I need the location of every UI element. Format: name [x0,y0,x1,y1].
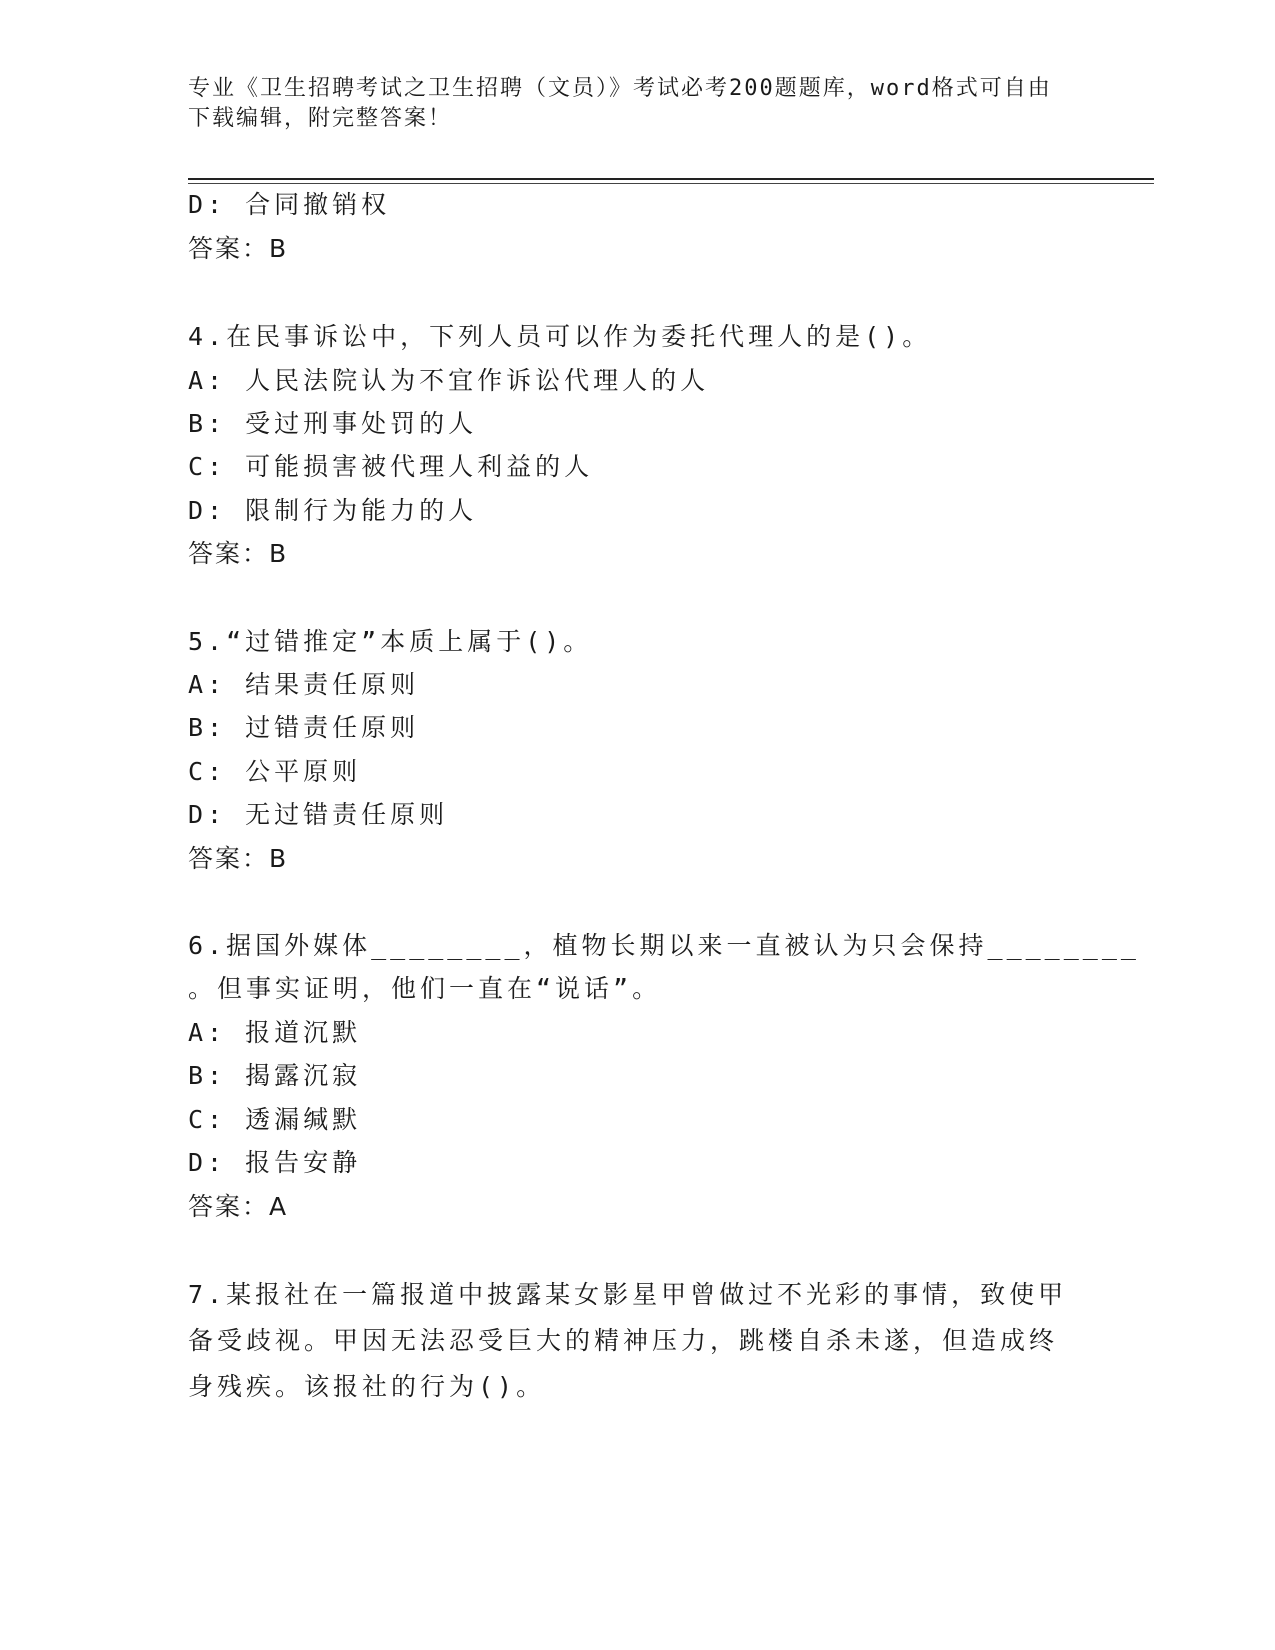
q6-option-d: D: 报告安静 [188,1148,362,1177]
header-divider-thick [188,178,1154,180]
q6-answer: 答案：A [188,1192,289,1221]
q5-option-b: B: 过错责任原则 [188,713,420,742]
q4-stem: 4.在民事诉讼中，下列人员可以作为委托代理人的是()。 [188,322,932,351]
q4-option-b: B: 受过刑事处罚的人 [188,409,478,438]
q5-answer: 答案：B [188,844,289,873]
q5-option-d: D: 无过错责任原则 [188,800,449,829]
q4-option-a: A: 人民法院认为不宜作诉讼代理人的人 [188,366,710,395]
q6-option-a: A: 报道沉默 [188,1018,362,1047]
document-header: 专业《卫生招聘考试之卫生招聘（文员）》考试必考200题题库，word格式可自由下载编辑，附完整答案！ [188,76,1052,131]
q6-option-c: C: 透漏缄默 [188,1105,362,1134]
q6-stem-line-2: 。但事实证明，他们一直在“说话”。 [188,974,662,1003]
q6-option-b: B: 揭露沉寂 [188,1061,362,1090]
q4-option-d: D: 限制行为能力的人 [188,496,478,525]
q7-stem: 7.某报社在一篇报道中披露某女影星甲曾做过不光彩的事情，致使甲备受歧视。甲因无法忍受巨大的精神压力，跳楼自杀未遂，但造成终身残疾。该报社的行为()。 [188,1280,1068,1401]
q3-answer: 答案：B [188,234,289,263]
q5-option-c: C: 公平原则 [188,757,362,786]
q6-stem-line-1: 6.据国外媒体________，植物长期以来一直被认为只会保持________ [188,931,1140,960]
q5-stem: 5.“过错推定”本质上属于()。 [188,627,593,656]
q4-answer: 答案：B [188,539,289,568]
header-divider-thin [188,183,1154,184]
q4-option-c: C: 可能损害被代理人利益的人 [188,452,594,481]
q5-option-a: A: 结果责任原则 [188,670,420,699]
q3-option-d: D: 合同撤销权 [188,190,391,219]
